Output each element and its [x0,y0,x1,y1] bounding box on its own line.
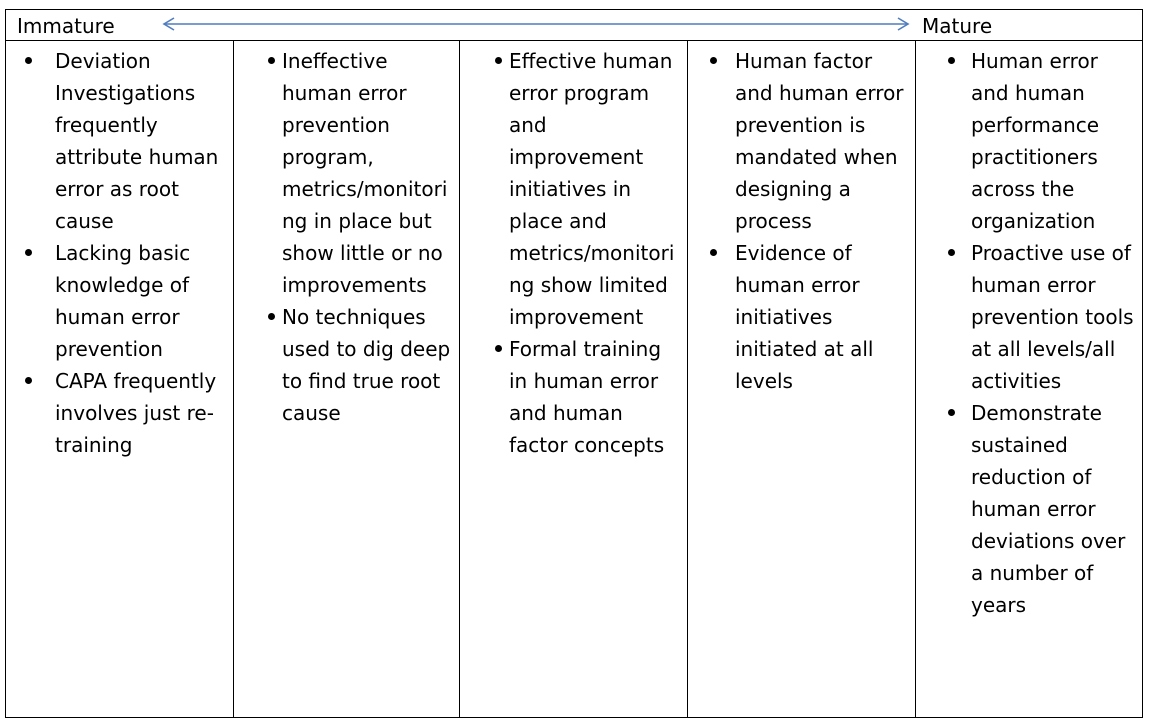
maturity-column-3 [460,41,688,717]
column-3-list [509,45,683,461]
list-item-text: Effective human error program and improvement initiatives in place and metrics/monitoring show limited improvement [509,49,675,329]
maturity-column-1 [6,41,234,717]
list-item-text: Proactive use of human error prevention tools at all levels/all activities [971,241,1134,393]
maturity-column-5 [916,41,1142,717]
list-item-text: Human error and human performance practitioners across the organization [971,49,1100,233]
list-item-text: CAPA frequently involves just re-training [55,369,217,457]
maturity-column-2 [234,41,460,717]
list-item-text: Formal training in human error and human factor concepts [509,337,665,457]
bullet-icon [25,377,32,384]
bullet-icon [948,249,955,256]
list-item-text: Demonstrate sustained reduction of human error deviations over a number of years [971,401,1126,617]
list-item [971,45,1138,237]
list-item [509,45,683,333]
list-item [971,237,1138,397]
bullet-icon [495,345,502,352]
bullet-icon [25,249,32,256]
maturity-table [5,9,1143,718]
list-item [55,45,229,237]
list-item [282,45,455,301]
list-item-text: Lacking basic knowledge of human error prevention [55,241,191,361]
bullet-icon [268,57,275,64]
bullet-icon [710,57,717,64]
list-item [55,237,229,365]
maturity-columns [6,41,1142,717]
list-item [282,301,455,429]
bullet-icon [948,409,955,416]
maturity-column-4 [688,41,916,717]
list-item-text: Evidence of human error initiatives initiated at all levels [735,241,874,393]
list-item-text: No techniques used to dig deep to find true root cause [282,305,451,425]
column-2-list [282,45,455,429]
maturity-scale-row [6,10,1142,41]
double-arrow-icon [161,16,911,32]
column-4-list [735,45,911,397]
bullet-icon [948,57,955,64]
bullet-icon [25,57,32,64]
list-item-text: Ineffective human error prevention program, metrics/monitoring in place but show little or no improvements [282,49,448,297]
list-item [735,237,911,397]
list-item-text: Human factor and human error prevention is mandated when designing a process [735,49,904,233]
list-item-text: Deviation Investigations frequently attribute human error as root cause [55,49,219,233]
list-item [971,397,1138,621]
bullet-icon [495,57,502,64]
immature-label: Immature [17,14,115,38]
column-1-list [55,45,229,461]
mature-label: Mature [922,14,993,38]
list-item [509,333,683,461]
bullet-icon [268,313,275,320]
bullet-icon [710,249,717,256]
list-item [55,365,229,461]
column-5-list [971,45,1138,621]
list-item [735,45,911,237]
